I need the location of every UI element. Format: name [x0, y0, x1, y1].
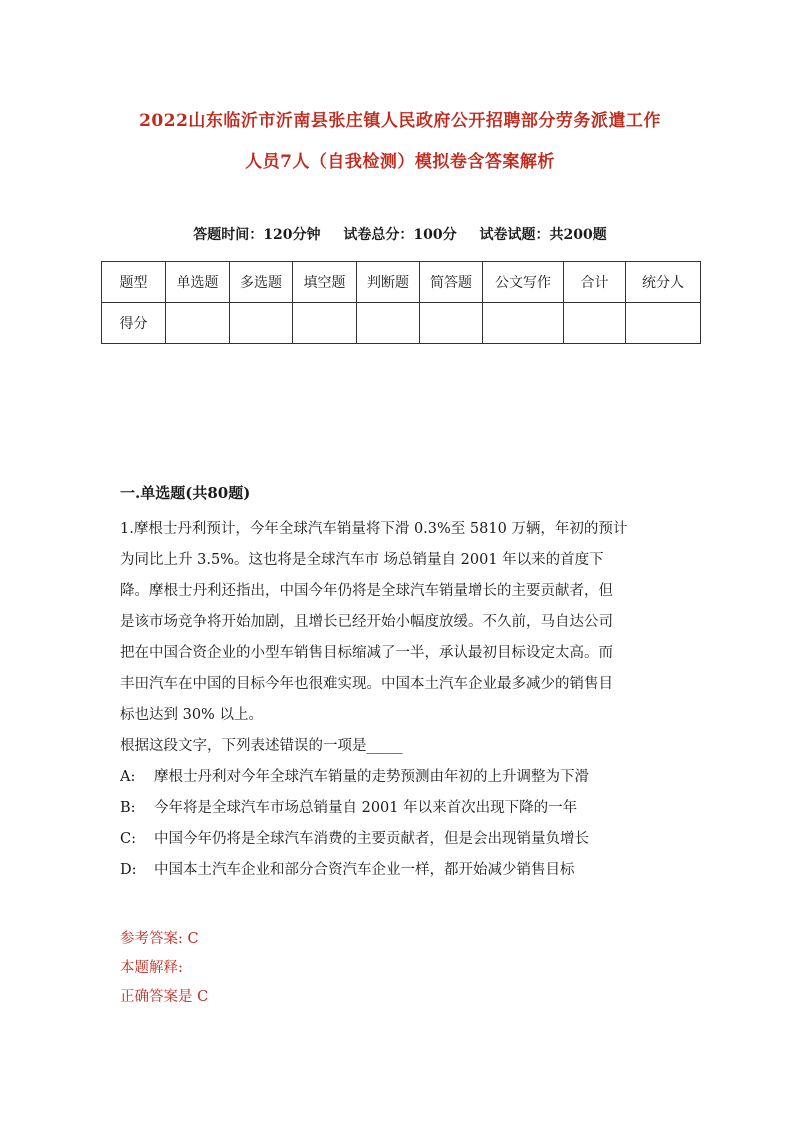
- score-header-cell: 多选题: [230, 262, 293, 303]
- option-b: [120, 793, 695, 824]
- score-table-header-row: [102, 262, 701, 303]
- question-passage-line: 丰田汽车在中国的目标今年也很难实现。中国本土汽车企业最多减少的销售目: [120, 676, 613, 692]
- section-heading: 一.单选题(共80题): [120, 484, 251, 502]
- score-table-score-row: [102, 303, 701, 344]
- option-c: [120, 824, 695, 855]
- option-key: A:: [120, 769, 136, 785]
- option-text: 中国今年仍将是全球汽车消费的主要贡献者，但是会出现销量负增长: [154, 831, 589, 847]
- option-key: B:: [120, 800, 136, 816]
- question-passage-line: 是该市场竞争将开始加剧，且增长已经开始小幅度放缓。不久前，马自达公司: [120, 614, 613, 630]
- score-cell: [420, 303, 483, 344]
- question-passage-line: 为同比上升 3.5%。这也将是全球汽车市 场总销量自 2001 年以来的首度下: [120, 552, 604, 568]
- question-passage-line: 降。摩根士丹利还指出，中国今年仍将是全球汽车销量增长的主要贡献者，但: [120, 583, 613, 599]
- exam-question-count: 试卷试题：共200题: [479, 227, 607, 243]
- score-header-cell: 填空题: [293, 262, 357, 303]
- score-row-label: 得分: [102, 303, 166, 344]
- option-key: D:: [120, 862, 137, 878]
- option-text: 今年将是全球汽车市场总销量自 2001 年以来首次出现下降的一年: [154, 800, 578, 816]
- score-header-cell: 简答题: [420, 262, 483, 303]
- question-passage-line: 标也达到 30% 以上。: [120, 707, 263, 723]
- score-cell: [564, 303, 626, 344]
- score-header-cell: 合计: [564, 262, 626, 303]
- option-text: 中国本土汽车企业和部分合资汽车企业一样，都开始减少销售目标: [154, 862, 575, 878]
- score-header-cell: 单选题: [166, 262, 230, 303]
- score-cell: [357, 303, 420, 344]
- score-header-cell: 统分人: [626, 262, 701, 303]
- document-title-line-1: 2022山东临沂市沂南县张庄镇人民政府公开招聘部分劳务派遣工作: [139, 111, 661, 131]
- answer-block: [120, 925, 680, 1012]
- score-table: [101, 261, 701, 344]
- reference-answer: 参考答案: C: [120, 931, 199, 947]
- option-d: [120, 855, 695, 886]
- answer-explanation-label: 本题解释:: [120, 960, 183, 976]
- option-a: [120, 762, 695, 793]
- score-cell: [166, 303, 230, 344]
- document-title-line-2: 人员7人（自我检测）模拟卷含答案解析: [245, 152, 555, 172]
- option-key: C:: [120, 831, 136, 847]
- score-header-cell: 题型: [102, 262, 166, 303]
- question-1: [120, 514, 695, 886]
- score-header-cell: 判断题: [357, 262, 420, 303]
- correct-answer: 正确答案是 C: [120, 989, 209, 1005]
- question-passage-line: 1.摩根士丹利预计，今年全球汽车销量将下滑 0.3%至 5810 万辆，年初的预计: [120, 521, 628, 537]
- score-cell: [626, 303, 701, 344]
- exam-time: 答题时间：120分钟: [193, 227, 321, 243]
- option-text: 摩根士丹利对今年全球汽车销量的走势预测由年初的上升调整为下滑: [154, 769, 589, 785]
- score-cell: [230, 303, 293, 344]
- question-passage-line: 把在中国合资企业的小型车销售目标缩减了一半，承认最初目标设定太高。而: [120, 645, 613, 661]
- score-cell: [293, 303, 357, 344]
- score-header-cell: 公文写作: [483, 262, 564, 303]
- exam-meta: [100, 224, 700, 244]
- score-cell: [483, 303, 564, 344]
- question-stem: 根据这段文字，下列表述错误的一项是_____: [120, 738, 403, 754]
- exam-total-score: 试卷总分：100分: [343, 227, 457, 243]
